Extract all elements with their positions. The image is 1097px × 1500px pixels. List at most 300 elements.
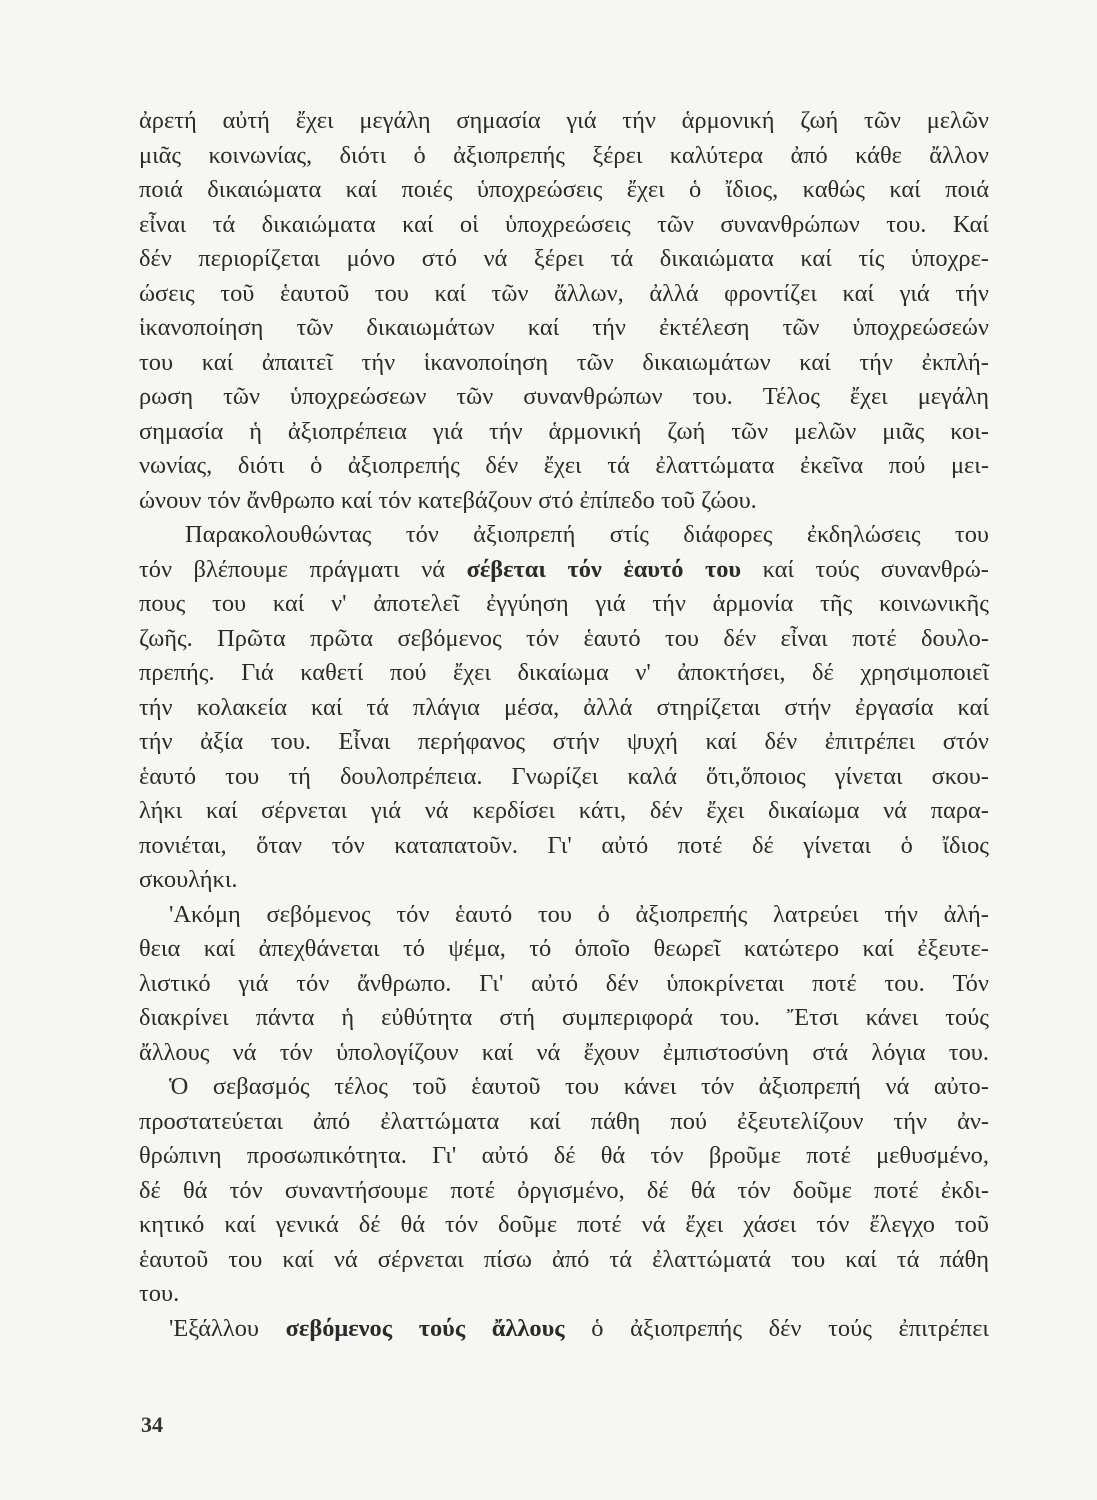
word: καί bbox=[845, 1245, 877, 1273]
word: σκου- bbox=[931, 762, 989, 790]
word: του. bbox=[948, 1038, 989, 1066]
word: γενικά bbox=[275, 1211, 339, 1238]
word: τῶν bbox=[657, 210, 694, 238]
word: του bbox=[954, 521, 989, 548]
word: εὐθύτητα bbox=[381, 1004, 473, 1031]
word: κάνει bbox=[623, 1073, 677, 1100]
word: του bbox=[225, 762, 260, 790]
word: δέν bbox=[768, 1314, 802, 1342]
word: δέν bbox=[649, 797, 683, 824]
word: θά bbox=[400, 1211, 425, 1238]
text-line bbox=[139, 1070, 989, 1105]
word: ἄλλων, bbox=[554, 279, 624, 307]
word: ὁ bbox=[900, 831, 913, 859]
text-line bbox=[139, 760, 989, 795]
word: Πρῶτα bbox=[217, 624, 286, 652]
word: ἀπό bbox=[790, 141, 828, 169]
word: ἐπιτρέπει bbox=[898, 1314, 989, 1342]
word: του bbox=[664, 624, 700, 652]
word: δικαιώματα bbox=[261, 210, 376, 238]
word: ἔχει bbox=[295, 107, 334, 134]
word: πού bbox=[888, 452, 926, 479]
text-span: του. bbox=[139, 1280, 180, 1307]
word: ν' bbox=[635, 659, 651, 686]
word: του bbox=[537, 900, 572, 928]
word: εἶναι bbox=[780, 624, 828, 652]
word: ἄλλον bbox=[929, 141, 989, 169]
word: ἡ bbox=[341, 1004, 355, 1031]
word: τῶν bbox=[223, 383, 261, 410]
word: τόν bbox=[444, 1211, 479, 1238]
word: ὑπολογίζουν bbox=[336, 1038, 459, 1066]
word: τῶν bbox=[731, 417, 769, 445]
word: τούς bbox=[828, 1314, 872, 1342]
word: νά bbox=[641, 1211, 666, 1238]
word: μιᾶς bbox=[139, 141, 182, 169]
text-line bbox=[139, 932, 989, 967]
word: συνανθρώ- bbox=[880, 555, 989, 583]
word: ἐξευτε- bbox=[917, 935, 989, 962]
word: δέ bbox=[553, 1142, 576, 1169]
word: νά bbox=[424, 797, 449, 824]
word: νά bbox=[883, 797, 907, 824]
word: δικαίωμα bbox=[517, 659, 609, 686]
word: 'Εξάλλου bbox=[169, 1314, 259, 1342]
word: καί bbox=[481, 1038, 514, 1066]
word: ἀποκτήσει, bbox=[677, 659, 786, 686]
word: ἄλλους bbox=[139, 1038, 210, 1066]
word: ποτέ bbox=[812, 969, 857, 997]
word: τῶν bbox=[864, 107, 901, 134]
word: τῶν bbox=[576, 348, 614, 376]
word: τήν bbox=[652, 590, 686, 617]
text-line bbox=[139, 173, 989, 208]
word: τῆς bbox=[820, 590, 853, 617]
word: ἀξιοπρεπής bbox=[453, 141, 565, 169]
word: ἱκανοποίηση bbox=[423, 348, 549, 376]
word: ἡ bbox=[249, 417, 262, 445]
word: ποτέ bbox=[677, 831, 723, 859]
word: ὁποῖο bbox=[574, 935, 631, 962]
word: ὑποχρεώσεων bbox=[290, 383, 427, 410]
word: καί bbox=[402, 210, 434, 238]
word: διακρίνει bbox=[139, 1004, 229, 1031]
word: κολακεία bbox=[196, 693, 287, 721]
word: καί bbox=[799, 348, 831, 376]
text-line bbox=[139, 794, 989, 829]
word: ὅτι,ὅποιος bbox=[705, 762, 806, 790]
word: δέν bbox=[605, 969, 639, 997]
word: ἔλεγχο bbox=[869, 1211, 935, 1238]
word: δέ bbox=[358, 1211, 381, 1238]
word: του bbox=[565, 1073, 600, 1100]
word: ἔχει bbox=[543, 452, 582, 479]
word: ὑποχρεώσεις bbox=[505, 210, 631, 238]
word: ἀξιοπρεπής bbox=[635, 900, 748, 928]
bold-word: του bbox=[704, 555, 742, 583]
word: γιά bbox=[238, 969, 269, 997]
word: περιορίζεται bbox=[198, 245, 321, 272]
word: ἐξευτελίζουν bbox=[737, 1107, 864, 1135]
text-line bbox=[139, 346, 989, 381]
word: τήν bbox=[884, 900, 918, 928]
word: ἀλλά bbox=[583, 693, 633, 721]
word: καί bbox=[345, 176, 378, 203]
word: Γι' bbox=[432, 1142, 457, 1169]
word: ἔχει bbox=[706, 797, 745, 824]
text-line bbox=[139, 622, 989, 657]
word: τή bbox=[288, 762, 311, 790]
word: αὐτή bbox=[222, 107, 270, 134]
word: μιᾶς bbox=[882, 417, 925, 445]
word: ὁ bbox=[310, 452, 323, 479]
word: ἱκανοποίηση bbox=[139, 314, 264, 341]
word: ἐκεῖνα bbox=[799, 452, 864, 479]
word: δέν bbox=[485, 452, 519, 479]
word: νά bbox=[232, 1038, 257, 1066]
word: καί bbox=[705, 728, 737, 755]
word: ἐλαττώματά bbox=[652, 1245, 772, 1273]
word: ἀξία bbox=[200, 728, 244, 755]
word: λήκι bbox=[139, 797, 183, 824]
word: τόν bbox=[229, 1176, 263, 1204]
word: του. bbox=[270, 728, 311, 755]
word: μεθυσμένο, bbox=[876, 1142, 989, 1169]
word: τήν bbox=[622, 107, 656, 134]
word: ἀπαιτεῖ bbox=[261, 348, 333, 376]
word: του. bbox=[719, 1004, 761, 1031]
word: τίς bbox=[858, 245, 885, 272]
word: τόν bbox=[139, 555, 173, 583]
text-line bbox=[139, 725, 989, 760]
word: παρα- bbox=[930, 797, 989, 824]
word: πους bbox=[139, 590, 186, 617]
word: καταπατοῦν. bbox=[394, 831, 518, 859]
word: ἔχουν bbox=[583, 1038, 640, 1066]
word: ἀξιοπρέπεια bbox=[287, 417, 407, 445]
word: καί bbox=[800, 245, 832, 272]
word: ἐκπλή- bbox=[921, 348, 989, 376]
word: ξέρει bbox=[533, 245, 584, 272]
word: πονιέται, bbox=[139, 831, 227, 859]
word: ὑποχρεώσεών bbox=[852, 314, 989, 341]
word: ἔχει bbox=[685, 1211, 724, 1238]
text-line bbox=[139, 1243, 989, 1278]
word: αὐτο- bbox=[933, 1073, 989, 1100]
text-line bbox=[139, 277, 989, 312]
word: ποτέ bbox=[806, 1142, 851, 1169]
word: τόν bbox=[526, 624, 560, 652]
word: τήν bbox=[893, 1107, 928, 1135]
word: αὐτό bbox=[481, 1142, 529, 1169]
word: ἔχει bbox=[849, 383, 888, 410]
word: σεβασμός bbox=[212, 1073, 310, 1100]
word: καί bbox=[529, 1107, 561, 1135]
word: ἁρμονική bbox=[548, 417, 642, 445]
word: του bbox=[212, 590, 247, 617]
word: τήν bbox=[361, 348, 396, 376]
word: τόν bbox=[331, 831, 365, 859]
word: ποιά bbox=[139, 176, 183, 203]
word: γιά bbox=[432, 417, 463, 445]
word: Ἔτσι bbox=[787, 1004, 839, 1031]
word: γιά bbox=[370, 797, 402, 824]
word: γίνεται bbox=[803, 831, 872, 859]
word: σημασία bbox=[139, 417, 224, 445]
word: νά bbox=[885, 1073, 910, 1100]
word: πράγματι bbox=[309, 555, 400, 583]
word: ὑποχρε- bbox=[910, 245, 989, 272]
word: καί bbox=[224, 1211, 256, 1238]
word: ἔχει bbox=[453, 659, 491, 686]
word: Γνωρίζει bbox=[511, 762, 599, 790]
bold-word: τούς bbox=[418, 1314, 466, 1342]
word: καί bbox=[957, 693, 989, 721]
word: ἄνθρωπο. bbox=[357, 969, 452, 997]
text-line bbox=[139, 587, 989, 622]
word: νά bbox=[483, 245, 508, 272]
word: λόγια bbox=[871, 1038, 926, 1066]
word: ἁρμονική bbox=[681, 107, 775, 134]
word: ἐγγύηση bbox=[486, 590, 569, 617]
word: ἑαυτό bbox=[583, 624, 641, 652]
word: οἱ bbox=[459, 210, 479, 238]
word: μελῶν bbox=[926, 107, 989, 134]
text-line bbox=[139, 415, 989, 450]
word: στηρίζεται bbox=[656, 693, 761, 721]
word: συνανθρώπων bbox=[720, 210, 860, 238]
word: γίνεται bbox=[834, 762, 903, 790]
text-span: σκουλήκι. bbox=[139, 866, 238, 893]
word: λιστικό bbox=[139, 969, 211, 997]
word: ρωση bbox=[139, 383, 194, 410]
word: δοῦμε bbox=[792, 1176, 852, 1204]
word: Γι' bbox=[479, 969, 504, 997]
word: πρεπής. bbox=[139, 659, 215, 686]
word: ζωή bbox=[667, 417, 706, 445]
word: δικαιώματα bbox=[659, 245, 774, 272]
word: πάντα bbox=[255, 1004, 315, 1031]
word: ὁ bbox=[689, 176, 702, 203]
word: δικαιώματα bbox=[207, 176, 322, 203]
text-line bbox=[139, 1208, 989, 1243]
word: στόν bbox=[942, 728, 989, 755]
word: του. bbox=[692, 383, 733, 410]
word: ψυχή bbox=[626, 728, 678, 755]
word: ἐκδηλώσεις bbox=[806, 521, 921, 548]
text-line bbox=[139, 1312, 989, 1347]
word: καί bbox=[205, 797, 238, 824]
word: ποιά bbox=[945, 176, 989, 203]
word: ἐλαττώματα bbox=[655, 452, 775, 479]
word: δικαιωμάτων bbox=[366, 314, 495, 341]
word: βροῦμε bbox=[708, 1142, 781, 1169]
word: θά bbox=[690, 1176, 716, 1204]
bold-word: ἑαυτό bbox=[623, 555, 684, 583]
word: τοῦ bbox=[412, 1073, 447, 1100]
word: δικαιωμάτων bbox=[642, 348, 771, 376]
word: ἀπεχθάνεται bbox=[258, 935, 380, 962]
word: τέλος bbox=[334, 1073, 388, 1100]
word: του bbox=[228, 1245, 263, 1273]
text-line bbox=[139, 242, 989, 277]
text-line bbox=[139, 311, 989, 346]
word: ἀλή- bbox=[943, 900, 989, 928]
word: κερδίσει bbox=[472, 797, 556, 824]
word: γιά bbox=[899, 279, 930, 307]
word: ἴδιος bbox=[942, 831, 989, 859]
word: του bbox=[139, 348, 174, 376]
text-line bbox=[139, 967, 989, 1002]
word: ἐπιτρέπει bbox=[824, 728, 916, 755]
word: τοῦ bbox=[954, 1211, 989, 1238]
word: διότι bbox=[237, 452, 285, 479]
word: ξέρει bbox=[592, 141, 643, 169]
text-line bbox=[139, 380, 989, 415]
word: τόν bbox=[296, 969, 330, 997]
text-line bbox=[139, 208, 989, 243]
word: συναντήσουμε bbox=[284, 1176, 429, 1204]
word: τόν bbox=[700, 1073, 735, 1100]
word: του bbox=[791, 1245, 826, 1273]
word: ἀξιοπρεπής bbox=[630, 1314, 742, 1342]
word: ὀργισμένο, bbox=[517, 1176, 625, 1204]
word: δουλοπρέπεια. bbox=[339, 762, 483, 790]
word: ἀξιοπρεπής bbox=[347, 452, 460, 479]
word: καί bbox=[310, 693, 343, 721]
word: θά bbox=[600, 1142, 626, 1169]
bold-word: ἄλλους bbox=[491, 1314, 565, 1342]
word: ποτέ bbox=[852, 624, 897, 652]
word: καλύτερα bbox=[669, 141, 764, 169]
word: του bbox=[374, 279, 409, 307]
word: τήν bbox=[139, 693, 173, 721]
word: ἀν- bbox=[957, 1107, 989, 1135]
word: νά bbox=[421, 555, 446, 583]
word: διάφορες bbox=[683, 521, 773, 548]
text-line bbox=[139, 1139, 989, 1174]
word: ἑαυτοῦ bbox=[139, 1245, 209, 1273]
word: δέ bbox=[646, 1176, 669, 1204]
word: προστατεύεται bbox=[139, 1107, 283, 1135]
word: ἐλαττώματα bbox=[380, 1107, 500, 1135]
word: καί bbox=[203, 935, 236, 962]
word: καί bbox=[762, 555, 795, 583]
text-line bbox=[139, 139, 989, 174]
word: διότι bbox=[339, 141, 387, 169]
word: Ὁ bbox=[169, 1073, 189, 1100]
word: ἀπό bbox=[312, 1107, 351, 1135]
word: κατώτερο bbox=[743, 935, 840, 962]
word: κοινωνίας, bbox=[208, 141, 313, 169]
word: ποιές bbox=[401, 176, 453, 203]
text-line bbox=[139, 449, 989, 484]
word: ἀξιοπρεπή bbox=[758, 1073, 861, 1100]
word: δέν bbox=[139, 245, 172, 272]
word: μει- bbox=[950, 452, 989, 479]
word: ψέμα, bbox=[448, 935, 506, 962]
word: ὁ bbox=[591, 1314, 604, 1342]
word: μόνο bbox=[346, 245, 396, 272]
word: Τέλος bbox=[762, 383, 820, 410]
word: λατρεύει bbox=[773, 900, 859, 928]
word: ἐκδι- bbox=[940, 1176, 989, 1204]
word: ὑποκρίνεται bbox=[666, 969, 785, 997]
word: στά bbox=[812, 1038, 849, 1066]
word: τά bbox=[610, 245, 634, 272]
word: τήν bbox=[592, 314, 626, 341]
word: στό bbox=[421, 245, 457, 272]
word: δέν bbox=[723, 624, 757, 652]
word: Παρακολουθώντας bbox=[185, 521, 372, 548]
word: τῶν bbox=[296, 314, 334, 341]
word: ζωή bbox=[800, 107, 839, 134]
word: ἐμπιστοσύνη bbox=[662, 1038, 790, 1066]
word: ὁ bbox=[413, 141, 426, 169]
text-line bbox=[139, 1277, 989, 1312]
word: τά bbox=[212, 210, 236, 238]
word: τόν bbox=[396, 900, 430, 928]
word: ποτέ bbox=[450, 1176, 495, 1204]
word: σεβόμενος bbox=[266, 900, 371, 928]
word: ἀρετή bbox=[139, 107, 197, 134]
word: τῶν bbox=[491, 279, 529, 307]
text-span: ώνουν τόν ἄνθρωπο καί τόν κατεβάζουν στό ἐπίπεδο τοῦ ζώου. bbox=[139, 486, 757, 514]
word: τῶν bbox=[782, 314, 820, 341]
word: γιά bbox=[595, 590, 626, 617]
word: τά bbox=[609, 1245, 632, 1273]
word: σημασία bbox=[456, 107, 541, 134]
word: δέ bbox=[812, 659, 834, 686]
word: Τόν bbox=[952, 969, 989, 997]
text-line bbox=[139, 1174, 989, 1209]
word: ποτέ bbox=[874, 1176, 919, 1204]
word: ἑαυτοῦ bbox=[471, 1073, 541, 1100]
word: ώσεις bbox=[139, 279, 195, 307]
word: κοι- bbox=[950, 417, 989, 445]
text-line bbox=[139, 829, 989, 864]
text-line bbox=[139, 656, 989, 691]
word: γιά bbox=[566, 107, 597, 134]
word: ἐκτέλεση bbox=[658, 314, 750, 341]
word: καί bbox=[889, 176, 921, 203]
word: τούς bbox=[815, 555, 860, 583]
word: καί bbox=[272, 590, 305, 617]
bold-word: τόν bbox=[567, 555, 602, 583]
word: του. bbox=[884, 969, 925, 997]
word: καλά bbox=[627, 762, 677, 790]
word: 'Ακόμη bbox=[169, 900, 241, 928]
bold-word: σέβεται bbox=[466, 555, 546, 583]
word: σέρνεται bbox=[261, 797, 348, 824]
word: κάνει bbox=[865, 1004, 919, 1031]
word: θεωρεῖ bbox=[653, 935, 721, 962]
word: Γιά bbox=[241, 659, 274, 686]
word: πλάγια bbox=[412, 693, 480, 721]
word: πού bbox=[389, 659, 427, 686]
word: καί bbox=[842, 279, 874, 307]
word: θεια bbox=[139, 935, 181, 962]
word: τῶν bbox=[456, 383, 494, 410]
word: ἀξιοπρεπή bbox=[473, 521, 576, 548]
word: καί bbox=[527, 314, 560, 341]
word: τόν bbox=[650, 1142, 684, 1169]
word: κητικό bbox=[139, 1211, 205, 1238]
word: μελῶν bbox=[794, 417, 857, 445]
word: αὐτό bbox=[531, 969, 579, 997]
word: τούς bbox=[945, 1004, 989, 1031]
word: χρησιμοποιεῖ bbox=[860, 659, 989, 686]
